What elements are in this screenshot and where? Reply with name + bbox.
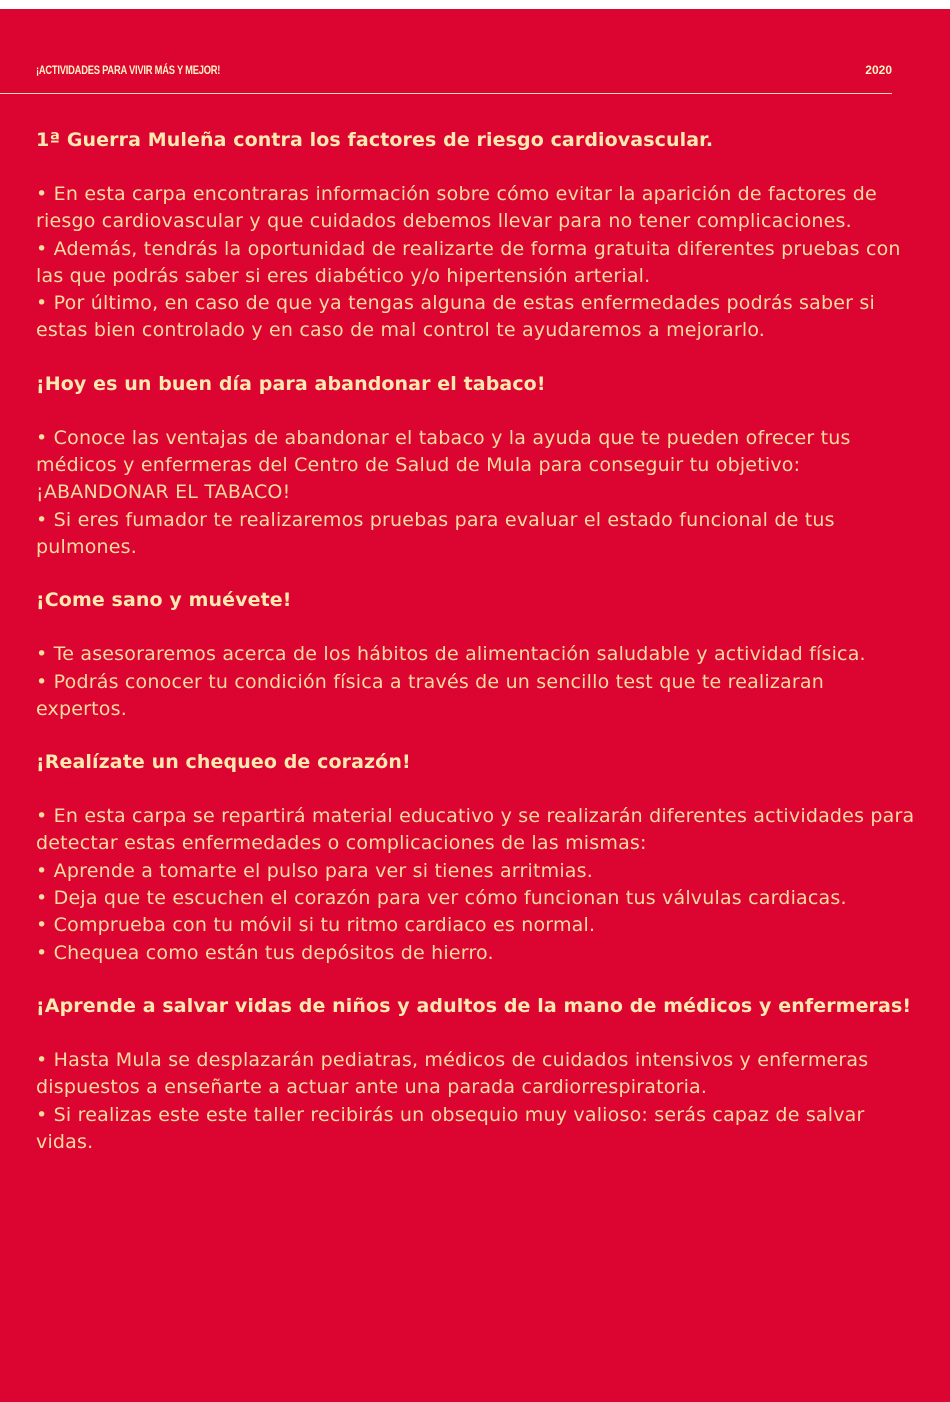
content — [36, 127, 916, 1182]
paragraph: • Por último, en caso de que ya tengas alguna de estas enfermedades podrás saber si estas bien controlado y en caso de mal control te ayudaremos a mejorarlo. — [36, 292, 875, 342]
paragraph: • Aprende a tomarte el pulso para ver si tienes arritmias. — [36, 859, 593, 882]
running-header — [36, 63, 704, 85]
paragraph: • Comprueba con tu móvil si tu ritmo cardiaco es normal. — [36, 914, 596, 937]
paragraph: • En esta carpa se repartirá material educativo y se realizarán diferentes actividades para detectar estas enfermedades o complicaciones de las mismas: — [36, 805, 915, 855]
header-divider — [0, 93, 892, 94]
section-salvar-vidas — [36, 993, 916, 1156]
paragraph: • Conoce las ventajas de abandonar el tabaco y la ayuda que te pueden ofrecer tus médicos y enfermeras del Centro de Salud de Mula para conseguir tu objetivo: ¡ABANDONAR EL TABACO! — [36, 426, 851, 504]
paragraph: • Además, tendrás la oportunidad de realizarte de forma gratuita diferentes pruebas con las que podrás saber si eres diabético y/o hipertensión arterial. — [36, 237, 901, 287]
section-title: ¡Hoy es un buen día para abandonar el tabaco! — [36, 372, 546, 395]
header-title: ¡ACTIVIDADES PARA VIVIR MÁS Y MEJOR! — [36, 63, 221, 77]
paragraph: • Chequea como están tus depósitos de hierro. — [36, 941, 494, 964]
section-cardiovascular — [36, 127, 916, 345]
paragraph: • En esta carpa encontraras información sobre cómo evitar la aparición de factores de riesgo cardiovascular y que cuidados debemos llevar para no tener complicaciones. — [36, 183, 877, 233]
paragraph: • Si realizas este este taller recibirás un obsequio muy valioso: serás capaz de salvar vidas. — [36, 1103, 865, 1153]
paragraph: • Hasta Mula se desplazarán pediatras, médicos de cuidados intensivos y enfermeras dispuestos a enseñarte a actuar ante una parada cardiorrespiratoria. — [36, 1048, 869, 1099]
section-corazon — [36, 749, 916, 967]
paragraph: • Te asesoraremos acerca de los hábitos de alimentación saludable y actividad física. — [36, 643, 866, 666]
document-page — [0, 9, 950, 1402]
section-title: ¡Realízate un chequeo de corazón! — [36, 751, 411, 774]
paragraph: • Deja que te escuchen el corazón para ver cómo funcionan tus válvulas cardiacas. — [36, 887, 847, 910]
section-title: 1ª Guerra Muleña contra los factores de riesgo cardiovascular. — [36, 129, 714, 151]
paragraph: • Si eres fumador te realizaremos pruebas para evaluar el estado funcional de tus pulmones. — [36, 508, 835, 558]
section-title: ¡Come sano y muévete! — [36, 589, 292, 612]
header-year: 2020 — [865, 63, 892, 77]
section-come-sano — [36, 587, 916, 723]
section-tabaco — [36, 371, 916, 561]
paragraph: • Podrás conocer tu condición física a través de un sencillo test que te realizaran expertos. — [36, 670, 825, 720]
section-title: ¡Aprende a salvar vidas de niños y adultos de la mano de médicos y enfermeras! — [36, 994, 912, 1017]
